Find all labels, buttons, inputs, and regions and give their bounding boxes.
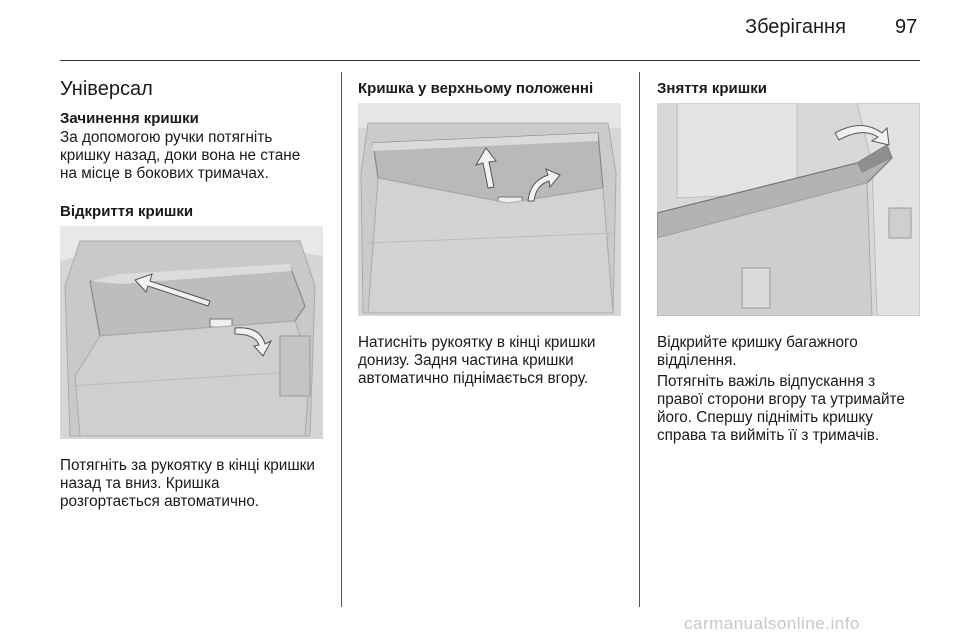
column-divider-2 <box>639 72 640 607</box>
paragraph-removing-cover-1: Відкрийте кришку багажного відділення. <box>657 334 858 369</box>
paragraph-closing-cover: За допомогою ручки потягніть кришку назад, доки вона не стане на місце в бокових тримачах. <box>60 129 301 182</box>
paragraph-cover-upper-position: Натисніть рукоятку в кінці кришки донизу. Задня частина кришки автоматично піднімається вгору. <box>358 334 596 387</box>
subheading-opening-cover: Відкриття кришки <box>60 203 194 220</box>
subheading-closing-cover: Зачинення кришки <box>60 110 199 127</box>
watermark: carmanualsonline.info <box>684 614 860 633</box>
paragraph-removing-cover-2: Потягніть важіль відпускання з правої сторони вгору та утримайте його. Спершу підніміть кришку справа та вийміть її з тримачів. <box>657 373 905 444</box>
subheading-removing-cover: Зняття кришки <box>657 80 767 97</box>
paragraph-opening-cover: Потягніть за рукоятку в кінці кришки назад та вниз. Кришка розгортається автоматично. <box>60 457 315 510</box>
illustration-cover-upper-position <box>358 103 621 316</box>
illustration-opening-cover <box>60 226 323 439</box>
section-title: Універсал <box>60 78 153 100</box>
illustration-removing-cover <box>657 103 920 316</box>
header-rule <box>60 60 920 61</box>
page-number: 97 <box>895 16 918 38</box>
running-header-title: Зберігання <box>745 16 846 38</box>
subheading-cover-upper-position: Кришка у верхньому положенні <box>358 80 594 97</box>
column-divider-1 <box>341 72 342 607</box>
